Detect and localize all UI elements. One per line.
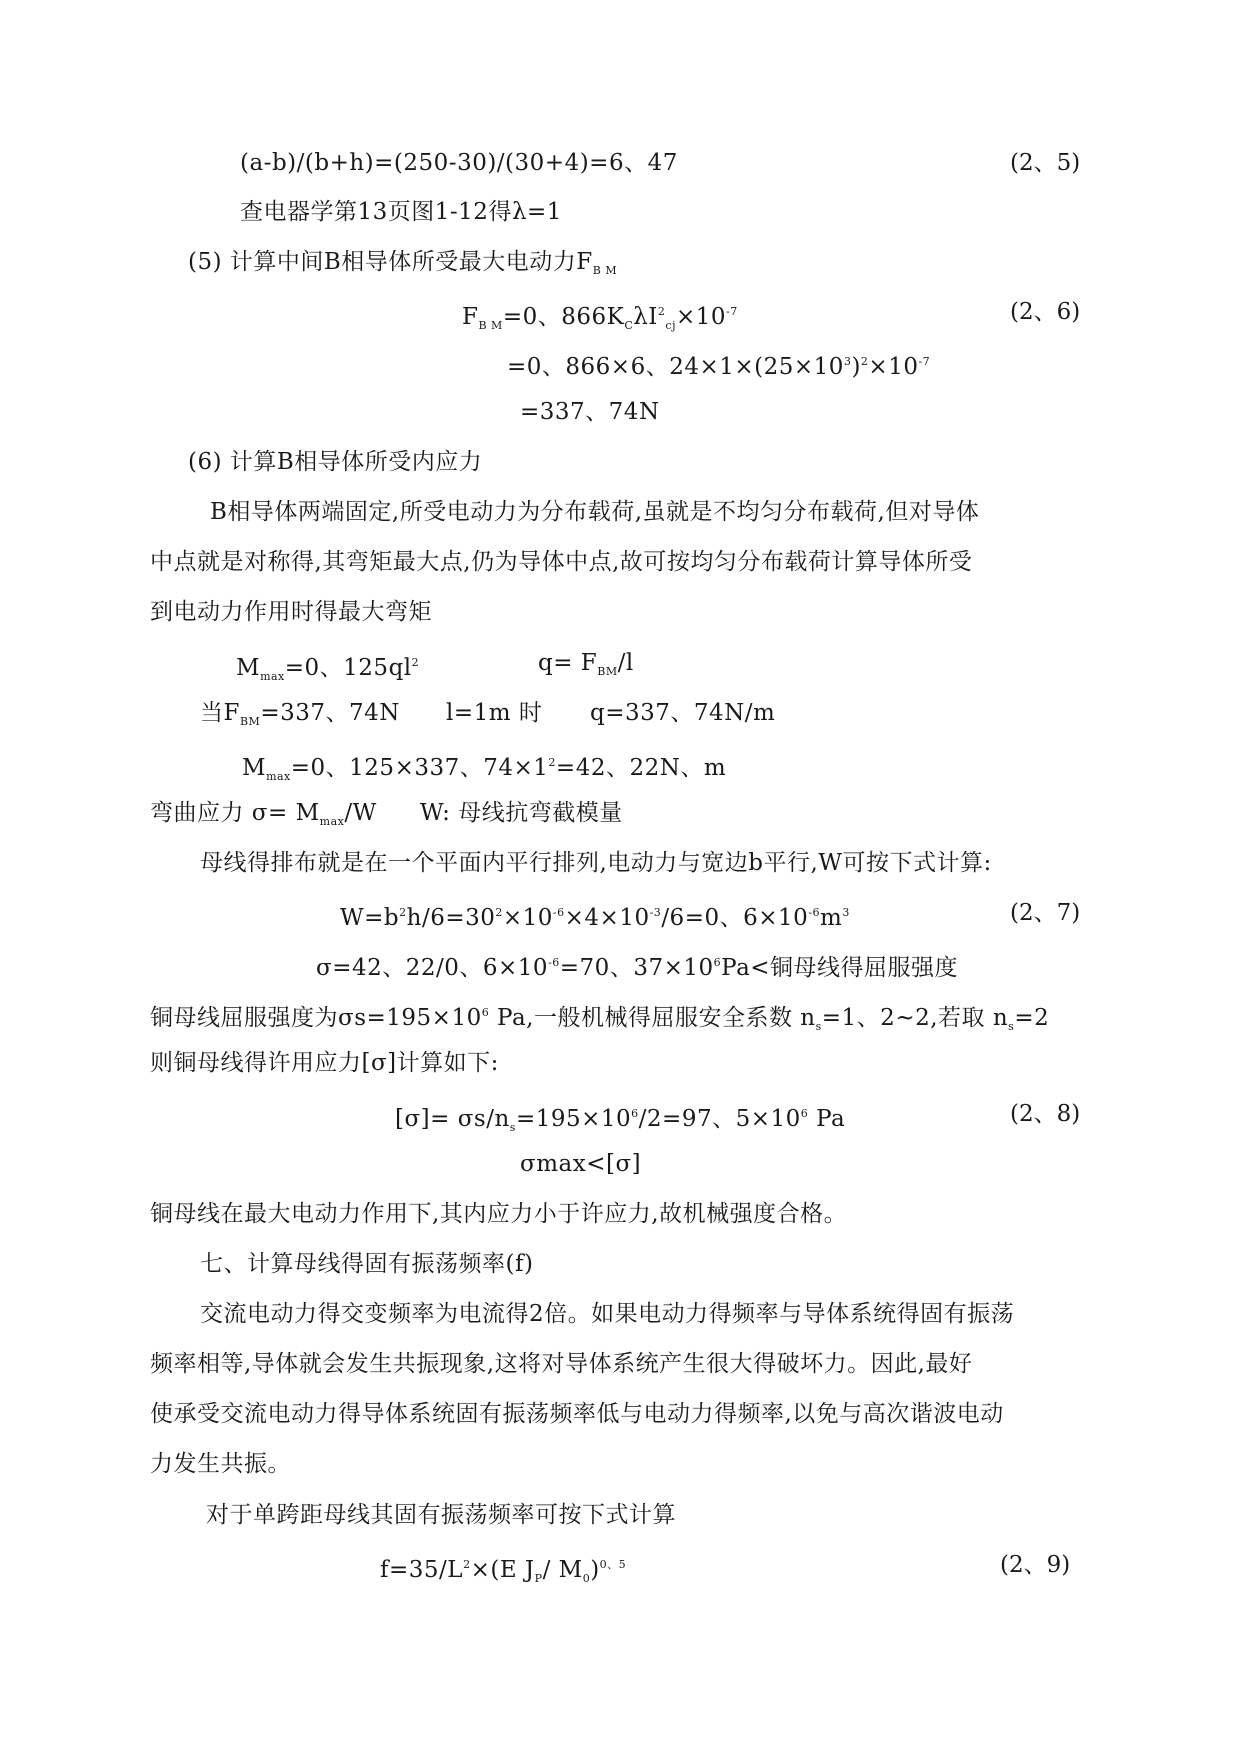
equation-number: (2、5) bbox=[1010, 150, 1081, 176]
text-line: 频率相等,导体就会发生共振现象,这将对导体系统产生很大得破坏力。因此,最好 bbox=[150, 1351, 973, 1377]
text: m bbox=[820, 905, 843, 931]
superscript: 2 bbox=[860, 355, 869, 368]
text: =1、2~2,若取 n bbox=[821, 1005, 1009, 1031]
text-line: 则铜母线得许用应力[σ]计算如下: bbox=[150, 1050, 499, 1076]
subscript: P bbox=[534, 1572, 543, 1585]
formula-line bbox=[340, 898, 850, 933]
text: 弯曲应力 σ= M bbox=[150, 800, 320, 826]
formula-line: q=337、74N/m bbox=[590, 700, 776, 726]
formula-line bbox=[242, 748, 726, 792]
superscript: 2 bbox=[495, 906, 503, 919]
text-line: (6) 计算B相导体所受内应力 bbox=[188, 449, 483, 475]
text-line: 母线得排布就是在一个平面内平行排列,电动力与宽边b平行,W可按下式计算: bbox=[200, 850, 992, 876]
text: ×10 bbox=[868, 354, 919, 380]
superscript: -3 bbox=[649, 906, 662, 919]
text: f=35/L bbox=[380, 1557, 464, 1583]
text: =0、125ql bbox=[284, 655, 412, 681]
formula-line: =337、74N bbox=[520, 399, 660, 425]
text: F bbox=[462, 304, 479, 330]
formula-line: σmax<[σ] bbox=[520, 1151, 642, 1177]
superscript: -6 bbox=[548, 956, 560, 969]
subscript: BM bbox=[597, 665, 618, 678]
text: =42、22N、m bbox=[555, 755, 727, 781]
formula-text: (a-b)/(b+h)=(250-30)/(30+4)=6、47 bbox=[240, 150, 678, 176]
text-line: 到电动力作用时得最大弯矩 bbox=[150, 599, 432, 625]
equation-number: (2、8) bbox=[1010, 1101, 1081, 1127]
superscript: 6 bbox=[800, 1107, 809, 1120]
text-line: W: 母线抗弯截模量 bbox=[420, 800, 623, 826]
subscript: B M bbox=[478, 319, 503, 332]
text: =0、125×337、74×1 bbox=[290, 755, 549, 781]
text: ) bbox=[590, 1557, 600, 1583]
superscript: 2 bbox=[399, 906, 407, 919]
text-line: 对于单跨距母线其固有振荡频率可按下式计算 bbox=[206, 1502, 676, 1528]
equation-number: (2、7) bbox=[1010, 900, 1081, 926]
text: 铜母线屈服强度为σs=195×10 bbox=[150, 1005, 482, 1031]
superscript: 2 bbox=[411, 656, 420, 669]
text: [σ]= σs/n bbox=[395, 1106, 510, 1132]
text: =2 bbox=[1014, 1005, 1050, 1031]
formula-line bbox=[240, 148, 678, 178]
text: /l bbox=[617, 650, 634, 676]
text: M bbox=[242, 755, 267, 781]
text-line: 查电器学第13页图1-12得λ=1 bbox=[240, 199, 562, 225]
text: /2=97、5×10 bbox=[638, 1106, 801, 1132]
text: / M bbox=[542, 1557, 583, 1583]
superscript: -7 bbox=[918, 355, 931, 368]
subscript: 0 bbox=[582, 1572, 591, 1585]
text-line: 交流电动力得交变频率为电流得2倍。如果电动力得频率与导体系统得固有振荡 bbox=[200, 1301, 1015, 1327]
text: q= F bbox=[538, 650, 598, 676]
text-line: 使承受交流电动力得导体系统固有振荡频率低与电动力得频率,以免与高次谐波电动 bbox=[150, 1401, 1004, 1427]
subscript: max bbox=[319, 815, 345, 828]
superscript: 2 bbox=[463, 1558, 471, 1571]
subscript: BM bbox=[239, 715, 261, 728]
superscript: 6 bbox=[713, 956, 722, 969]
formula-line bbox=[380, 1550, 626, 1594]
formula-line bbox=[236, 648, 419, 692]
text: ×(E J bbox=[470, 1557, 535, 1583]
text: h/6=30 bbox=[406, 905, 496, 931]
equation-number: (2、9) bbox=[1000, 1552, 1071, 1578]
text: ) bbox=[851, 354, 861, 380]
subscript: B M bbox=[592, 264, 618, 277]
subscript: s bbox=[815, 1020, 822, 1033]
text: /W bbox=[344, 800, 377, 826]
text: λI bbox=[633, 304, 658, 330]
text: Pa bbox=[808, 1106, 846, 1132]
text: Pa<铜母线得屈服强度 bbox=[721, 955, 959, 981]
text: Pa,一般机械得屈服安全系数 n bbox=[489, 1005, 816, 1031]
superscript: 3 bbox=[843, 355, 852, 368]
formula-line bbox=[316, 948, 958, 983]
text: =0、866×6、24×1×(25×10 bbox=[507, 354, 844, 380]
superscript: 0、5 bbox=[599, 1558, 627, 1571]
superscript: 2 bbox=[548, 756, 556, 769]
subscript: s bbox=[1008, 1020, 1015, 1033]
text-line: 力发生共振。 bbox=[150, 1451, 291, 1477]
subscript: s bbox=[509, 1121, 516, 1134]
superscript: -6 bbox=[552, 906, 565, 919]
text-line: 铜母线在最大电动力作用下,其内应力小于许应力,故机械强度合格。 bbox=[150, 1201, 848, 1227]
section-heading: 七、计算母线得固有振荡频率(f) bbox=[200, 1251, 534, 1277]
subscript: C bbox=[624, 319, 634, 332]
text: =195×10 bbox=[515, 1106, 632, 1132]
text-line: l=1m 时 bbox=[446, 700, 543, 726]
text: ×10 bbox=[502, 905, 553, 931]
text: =0、866K bbox=[502, 304, 625, 330]
text-line: 中点就是对称得,其弯矩最大点,仍为导体中点,故可按均匀分布载荷计算导体所受 bbox=[150, 549, 973, 575]
text-line bbox=[150, 998, 1049, 1042]
formula-line bbox=[462, 297, 738, 341]
formula-line bbox=[538, 648, 634, 687]
superscript: 3 bbox=[842, 906, 850, 919]
text: σ=42、22/0、6×10 bbox=[316, 955, 549, 981]
superscript: 2 bbox=[657, 305, 666, 318]
text: =70、37×10 bbox=[559, 955, 714, 981]
equation-number: (2、6) bbox=[1010, 299, 1081, 325]
formula-line bbox=[395, 1099, 845, 1143]
superscript: -7 bbox=[726, 305, 738, 318]
subscript: max bbox=[260, 670, 285, 683]
text: (5) 计算中间B相导体所受最大电动力F bbox=[188, 249, 593, 275]
text: ×4×10 bbox=[564, 905, 650, 931]
formula-line bbox=[200, 698, 400, 737]
text-line bbox=[188, 247, 617, 286]
text: =337、74N bbox=[260, 700, 400, 726]
formula-line bbox=[507, 347, 930, 382]
text-line: B相导体两端固定,所受电动力为分布载荷,虽就是不均匀分布载荷,但对导体 bbox=[210, 499, 980, 525]
subscript: max bbox=[266, 770, 291, 783]
subscript: cj bbox=[665, 319, 676, 332]
formula-line bbox=[150, 798, 377, 837]
superscript: -6 bbox=[808, 906, 820, 919]
text: M bbox=[236, 655, 261, 681]
superscript: 6 bbox=[481, 1006, 490, 1019]
text: ×10 bbox=[675, 304, 727, 330]
text: W=b bbox=[340, 905, 400, 931]
superscript: 6 bbox=[631, 1107, 639, 1120]
text: /6=0、6×10 bbox=[661, 905, 809, 931]
text: 当F bbox=[200, 700, 240, 726]
